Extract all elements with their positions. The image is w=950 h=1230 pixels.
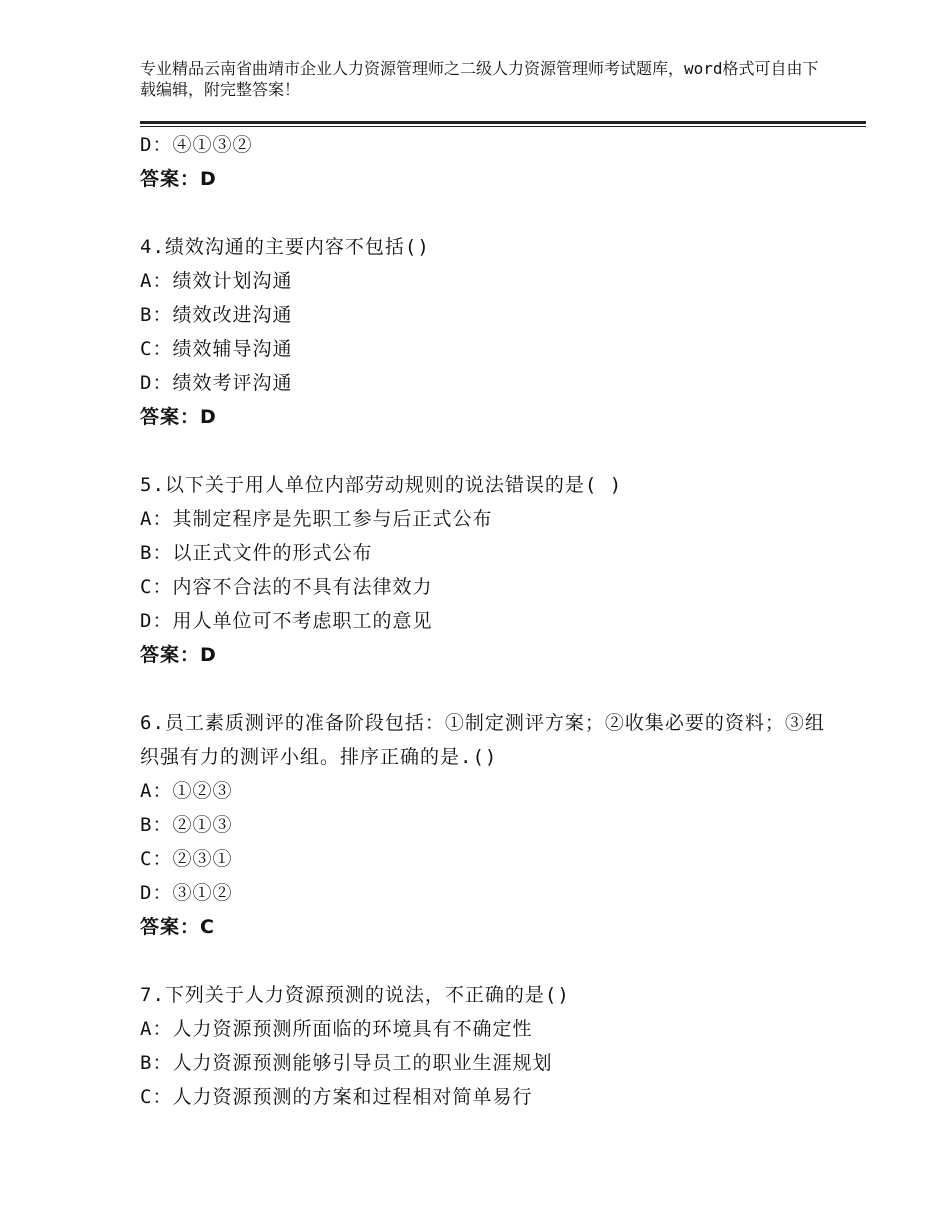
answer-q4 (140, 400, 840, 434)
option-d-q3: D：④①③② (140, 134, 253, 156)
question-stem-7: 7.下列关于人力资源预测的说法，不正确的是() (140, 984, 570, 1006)
option-c-q6: C：②③① (140, 848, 233, 870)
option-d-q6: D：③①② (140, 882, 233, 904)
option-b-q4: B：绩效改进沟通 (140, 304, 293, 326)
option-d-q5: D：用人单位可不考虑职工的意见 (140, 610, 433, 632)
answer-label: 答案： (140, 916, 201, 938)
option-c-q7: C：人力资源预测的方案和过程相对简单易行 (140, 1086, 533, 1108)
answer-value: D (200, 406, 217, 428)
question-list (140, 128, 840, 1114)
answer-label: 答案： (140, 168, 201, 190)
header-rule-thick (140, 121, 866, 124)
document-title: 专业精品云南省曲靖市企业人力资源管理师之二级人力资源管理师考试题库，word格式可自由下载编辑，附完整答案！ (140, 59, 819, 99)
answer-q5 (140, 638, 840, 672)
answer-value: C (200, 916, 215, 938)
answer-q6 (140, 910, 840, 944)
answer-label: 答案： (140, 406, 201, 428)
option-c-q5: C：内容不合法的不具有法律效力 (140, 576, 433, 598)
answer-value: D (200, 644, 217, 666)
option-b-q6: B：②①③ (140, 814, 233, 836)
option-a-q7: A：人力资源预测所面临的环境具有不确定性 (140, 1018, 533, 1040)
question-stem-5: 5.以下关于用人单位内部劳动规则的说法错误的是( ) (140, 474, 623, 496)
document-header (140, 58, 830, 100)
option-b-q5: B：以正式文件的形式公布 (140, 542, 373, 564)
option-a-q5: A：其制定程序是先职工参与后正式公布 (140, 508, 493, 530)
option-c-q4: C：绩效辅导沟通 (140, 338, 293, 360)
answer-label: 答案： (140, 644, 201, 666)
option-d-q4: D：绩效考评沟通 (140, 372, 293, 394)
header-rule-thin (140, 126, 866, 127)
option-a-q4: A：绩效计划沟通 (140, 270, 293, 292)
question-stem-6: 6.员工素质测评的准备阶段包括：①制定测评方案；②收集必要的资料；③组织强有力的测评小组。排序正确的是.() (140, 712, 825, 768)
answer-value: D (200, 168, 217, 190)
question-stem-4: 4.绩效沟通的主要内容不包括() (140, 236, 430, 258)
answer-q3 (140, 162, 840, 196)
option-b-q7: B：人力资源预测能够引导员工的职业生涯规划 (140, 1052, 553, 1074)
option-a-q6: A：①②③ (140, 780, 233, 802)
